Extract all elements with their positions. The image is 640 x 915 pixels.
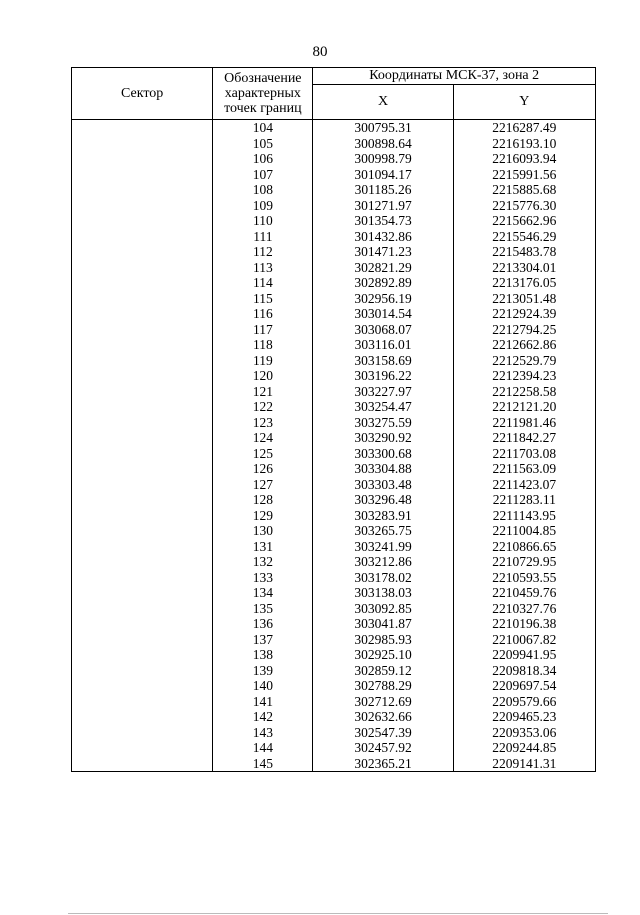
cell-sector	[72, 632, 213, 648]
table-row	[72, 244, 596, 260]
cell-point: 139	[213, 663, 313, 679]
cell-x: 303068.07	[313, 322, 453, 338]
table-row	[72, 570, 596, 586]
cell-y: 2209244.85	[453, 740, 595, 756]
cell-point: 113	[213, 260, 313, 276]
cell-sector	[72, 539, 213, 555]
cell-point: 141	[213, 694, 313, 710]
cell-y: 2212121.20	[453, 399, 595, 415]
cell-point: 109	[213, 198, 313, 214]
cell-y: 2211981.46	[453, 415, 595, 431]
header-x: X	[313, 85, 453, 120]
table-row	[72, 198, 596, 214]
table-row	[72, 477, 596, 493]
cell-sector	[72, 322, 213, 338]
header-sector: Сектор	[72, 68, 213, 120]
cell-y: 2216093.94	[453, 151, 595, 167]
table-row	[72, 399, 596, 415]
cell-sector	[72, 492, 213, 508]
cell-sector	[72, 477, 213, 493]
cell-x: 301354.73	[313, 213, 453, 229]
page-bottom-edge	[68, 913, 608, 914]
table-row	[72, 740, 596, 756]
cell-y: 2211423.07	[453, 477, 595, 493]
cell-sector	[72, 585, 213, 601]
cell-y: 2215991.56	[453, 167, 595, 183]
cell-sector	[72, 601, 213, 617]
header-point-line1: Обозначение	[224, 71, 302, 86]
header-point-line3: точек границ	[224, 101, 302, 116]
table-row	[72, 291, 596, 307]
cell-y: 2212794.25	[453, 322, 595, 338]
cell-y: 2209353.06	[453, 725, 595, 741]
table-row	[72, 306, 596, 322]
cell-point: 114	[213, 275, 313, 291]
cell-point: 135	[213, 601, 313, 617]
cell-y: 2209697.54	[453, 678, 595, 694]
cell-sector	[72, 415, 213, 431]
cell-x: 301185.26	[313, 182, 453, 198]
cell-y: 2211004.85	[453, 523, 595, 539]
table-row	[72, 275, 596, 291]
cell-y: 2215546.29	[453, 229, 595, 245]
table-row	[72, 663, 596, 679]
cell-x: 302859.12	[313, 663, 453, 679]
cell-sector	[72, 616, 213, 632]
cell-point: 145	[213, 756, 313, 772]
cell-point: 112	[213, 244, 313, 260]
cell-y: 2216287.49	[453, 120, 595, 136]
cell-y: 2215776.30	[453, 198, 595, 214]
cell-point: 107	[213, 167, 313, 183]
cell-y: 2210459.76	[453, 585, 595, 601]
cell-point: 131	[213, 539, 313, 555]
cell-x: 303290.92	[313, 430, 453, 446]
cell-sector	[72, 291, 213, 307]
cell-y: 2215885.68	[453, 182, 595, 198]
table-row	[72, 678, 596, 694]
cell-x: 302956.19	[313, 291, 453, 307]
cell-y: 2210196.38	[453, 616, 595, 632]
cell-sector	[72, 384, 213, 400]
cell-point: 129	[213, 508, 313, 524]
cell-y: 2210327.76	[453, 601, 595, 617]
cell-x: 302712.69	[313, 694, 453, 710]
cell-sector	[72, 508, 213, 524]
cell-x: 302632.66	[313, 709, 453, 725]
cell-y: 2215483.78	[453, 244, 595, 260]
table-row	[72, 415, 596, 431]
cell-sector	[72, 570, 213, 586]
cell-sector	[72, 663, 213, 679]
cell-sector	[72, 151, 213, 167]
cell-sector	[72, 198, 213, 214]
cell-point: 121	[213, 384, 313, 400]
cell-x: 300998.79	[313, 151, 453, 167]
cell-y: 2209941.95	[453, 647, 595, 663]
cell-x: 302821.29	[313, 260, 453, 276]
table-row	[72, 430, 596, 446]
cell-x: 302457.92	[313, 740, 453, 756]
cell-point: 117	[213, 322, 313, 338]
table-body	[72, 120, 596, 772]
cell-y: 2211143.95	[453, 508, 595, 524]
cell-point: 140	[213, 678, 313, 694]
cell-x: 303158.69	[313, 353, 453, 369]
cell-sector	[72, 167, 213, 183]
cell-y: 2215662.96	[453, 213, 595, 229]
cell-x: 303283.91	[313, 508, 453, 524]
cell-y: 2209579.66	[453, 694, 595, 710]
cell-y: 2209141.31	[453, 756, 595, 772]
table-row	[72, 647, 596, 663]
cell-y: 2213176.05	[453, 275, 595, 291]
cell-sector	[72, 213, 213, 229]
cell-x: 303014.54	[313, 306, 453, 322]
cell-point: 124	[213, 430, 313, 446]
cell-x: 303227.97	[313, 384, 453, 400]
cell-point: 138	[213, 647, 313, 663]
table-header	[72, 68, 596, 120]
table-row	[72, 446, 596, 462]
cell-x: 300898.64	[313, 136, 453, 152]
cell-y: 2211703.08	[453, 446, 595, 462]
cell-y: 2213304.01	[453, 260, 595, 276]
table-row	[72, 508, 596, 524]
table-row	[72, 694, 596, 710]
cell-point: 122	[213, 399, 313, 415]
cell-y: 2212924.39	[453, 306, 595, 322]
cell-sector	[72, 182, 213, 198]
cell-sector	[72, 740, 213, 756]
cell-point: 123	[213, 415, 313, 431]
cell-x: 300795.31	[313, 120, 453, 136]
table-row	[72, 492, 596, 508]
table-row	[72, 322, 596, 338]
cell-point: 110	[213, 213, 313, 229]
table-row	[72, 167, 596, 183]
cell-point: 105	[213, 136, 313, 152]
table-row	[72, 353, 596, 369]
cell-point: 118	[213, 337, 313, 353]
table-row	[72, 182, 596, 198]
cell-sector	[72, 136, 213, 152]
cell-x: 301432.86	[313, 229, 453, 245]
cell-y: 2210866.65	[453, 539, 595, 555]
cell-sector	[72, 368, 213, 384]
table-row	[72, 725, 596, 741]
cell-sector	[72, 694, 213, 710]
cell-y: 2212258.58	[453, 384, 595, 400]
cell-x: 302788.29	[313, 678, 453, 694]
cell-sector	[72, 678, 213, 694]
cell-sector	[72, 461, 213, 477]
table-row	[72, 585, 596, 601]
cell-x: 301271.97	[313, 198, 453, 214]
table-row	[72, 632, 596, 648]
cell-sector	[72, 709, 213, 725]
cell-point: 134	[213, 585, 313, 601]
cell-y: 2210067.82	[453, 632, 595, 648]
cell-x: 303254.47	[313, 399, 453, 415]
cell-y: 2212662.86	[453, 337, 595, 353]
cell-y: 2211563.09	[453, 461, 595, 477]
cell-point: 136	[213, 616, 313, 632]
cell-sector	[72, 647, 213, 663]
cell-point: 137	[213, 632, 313, 648]
table-row	[72, 539, 596, 555]
header-point-line2: характерных	[224, 86, 301, 101]
table-row	[72, 384, 596, 400]
cell-x: 303178.02	[313, 570, 453, 586]
cell-y: 2213051.48	[453, 291, 595, 307]
cell-sector	[72, 399, 213, 415]
cell-x: 303212.86	[313, 554, 453, 570]
cell-point: 144	[213, 740, 313, 756]
table-row	[72, 229, 596, 245]
cell-y: 2210729.95	[453, 554, 595, 570]
table-row	[72, 151, 596, 167]
cell-sector	[72, 353, 213, 369]
cell-point: 142	[213, 709, 313, 725]
cell-y: 2211283.11	[453, 492, 595, 508]
cell-point: 119	[213, 353, 313, 369]
cell-x: 303303.48	[313, 477, 453, 493]
table-row	[72, 601, 596, 617]
cell-point: 115	[213, 291, 313, 307]
cell-point: 125	[213, 446, 313, 462]
cell-point: 128	[213, 492, 313, 508]
cell-point: 133	[213, 570, 313, 586]
table-row	[72, 709, 596, 725]
cell-x: 301094.17	[313, 167, 453, 183]
cell-point: 132	[213, 554, 313, 570]
cell-x: 301471.23	[313, 244, 453, 260]
table-row	[72, 136, 596, 152]
cell-point: 116	[213, 306, 313, 322]
cell-x: 302985.93	[313, 632, 453, 648]
cell-point: 111	[213, 229, 313, 245]
cell-x: 303265.75	[313, 523, 453, 539]
cell-sector	[72, 260, 213, 276]
cell-point: 143	[213, 725, 313, 741]
cell-sector	[72, 337, 213, 353]
table-row	[72, 368, 596, 384]
cell-x: 303304.88	[313, 461, 453, 477]
cell-x: 302892.89	[313, 275, 453, 291]
cell-y: 2210593.55	[453, 570, 595, 586]
cell-x: 303092.85	[313, 601, 453, 617]
cell-x: 303300.68	[313, 446, 453, 462]
page-number: 80	[312, 44, 328, 60]
cell-point: 104	[213, 120, 313, 136]
cell-sector	[72, 554, 213, 570]
table-row	[72, 616, 596, 632]
table-row	[72, 213, 596, 229]
cell-sector	[72, 244, 213, 260]
cell-sector	[72, 120, 213, 136]
cell-sector	[72, 523, 213, 539]
cell-y: 2209465.23	[453, 709, 595, 725]
table-row	[72, 523, 596, 539]
cell-point: 130	[213, 523, 313, 539]
cell-sector	[72, 275, 213, 291]
cell-x: 302547.39	[313, 725, 453, 741]
table-row	[72, 756, 596, 772]
cell-sector	[72, 756, 213, 772]
cell-point: 120	[213, 368, 313, 384]
cell-y: 2212529.79	[453, 353, 595, 369]
coordinates-table	[71, 67, 596, 772]
cell-x: 303041.87	[313, 616, 453, 632]
cell-x: 303138.03	[313, 585, 453, 601]
cell-x: 302925.10	[313, 647, 453, 663]
cell-sector	[72, 446, 213, 462]
cell-sector	[72, 725, 213, 741]
cell-sector	[72, 306, 213, 322]
cell-x: 302365.21	[313, 756, 453, 772]
cell-point: 127	[213, 477, 313, 493]
cell-sector	[72, 430, 213, 446]
table-row	[72, 461, 596, 477]
cell-y: 2211842.27	[453, 430, 595, 446]
cell-x: 303296.48	[313, 492, 453, 508]
cell-point: 126	[213, 461, 313, 477]
cell-x: 303196.22	[313, 368, 453, 384]
cell-y: 2216193.10	[453, 136, 595, 152]
cell-y: 2212394.23	[453, 368, 595, 384]
cell-point: 108	[213, 182, 313, 198]
cell-x: 303275.59	[313, 415, 453, 431]
cell-y: 2209818.34	[453, 663, 595, 679]
header-coordinates-title: Координаты МСК-37, зона 2	[313, 68, 596, 85]
table-row	[72, 337, 596, 353]
cell-x: 303116.01	[313, 337, 453, 353]
cell-x: 303241.99	[313, 539, 453, 555]
cell-point: 106	[213, 151, 313, 167]
table-row	[72, 260, 596, 276]
table-row	[72, 554, 596, 570]
header-point-designation	[213, 68, 313, 120]
header-y: Y	[453, 85, 595, 120]
table-row	[72, 120, 596, 136]
cell-sector	[72, 229, 213, 245]
